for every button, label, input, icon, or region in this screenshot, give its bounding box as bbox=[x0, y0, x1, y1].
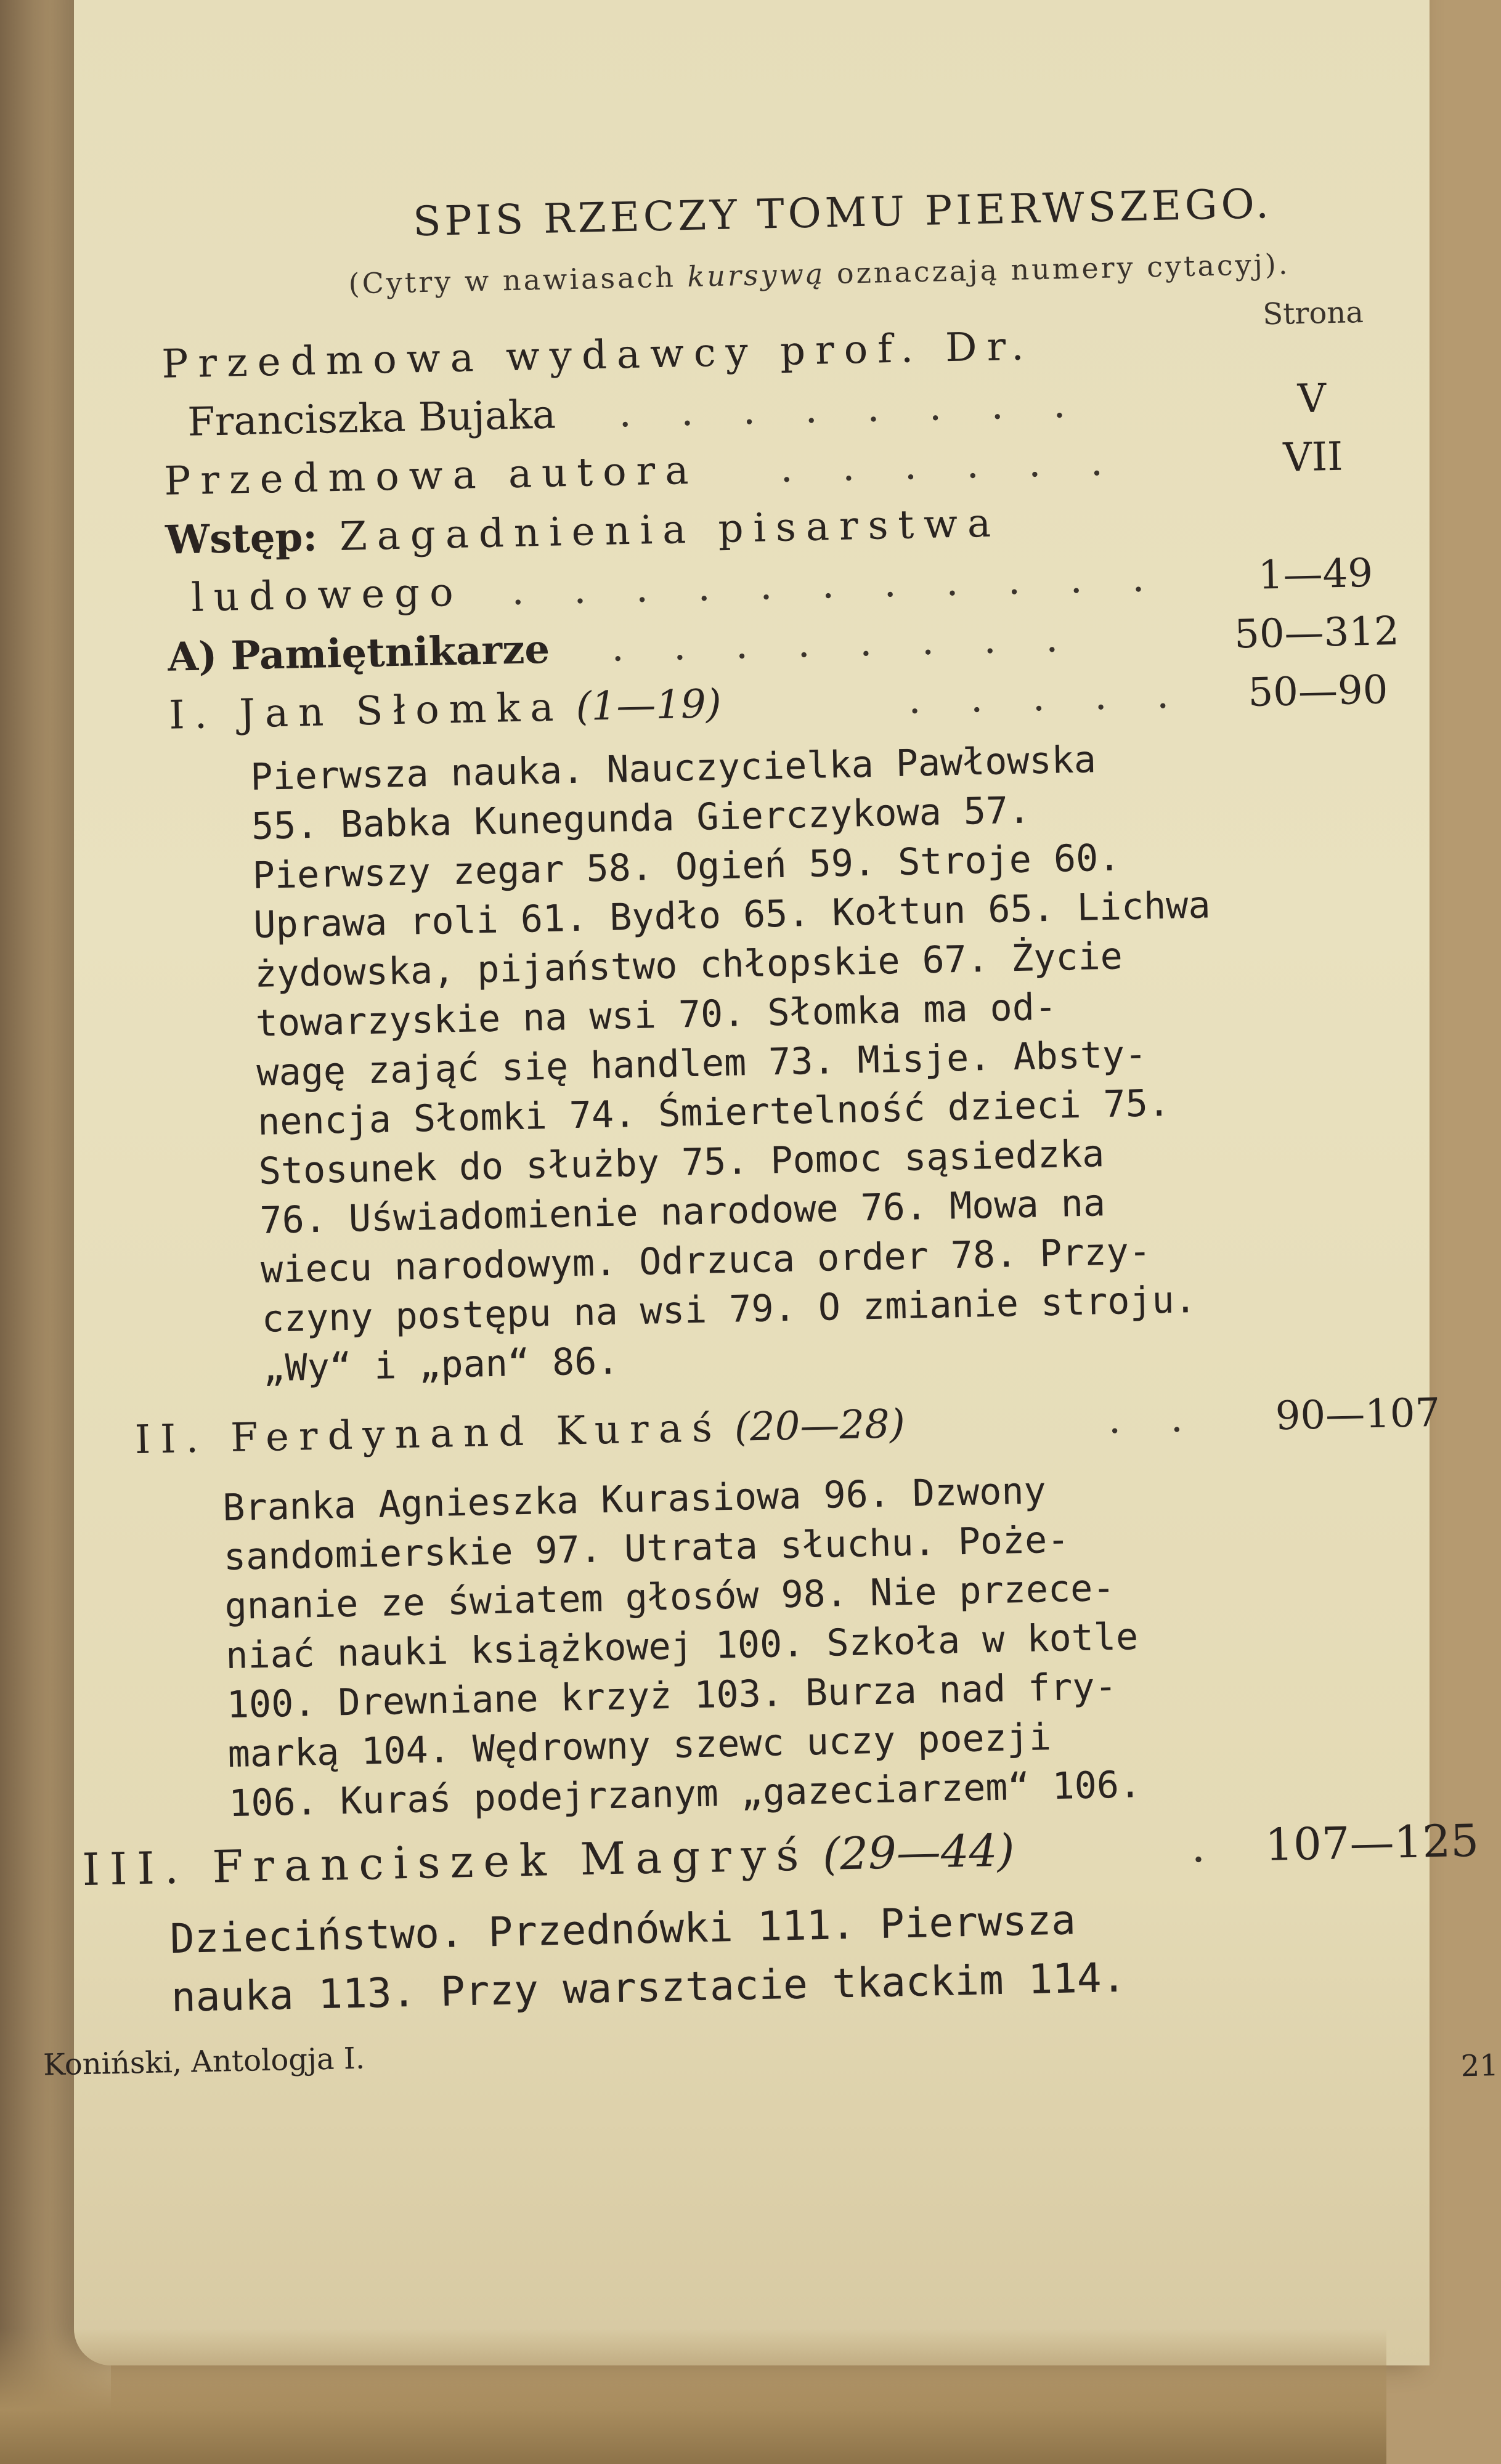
toc-entry-citation-range: (20—28) bbox=[734, 1401, 906, 1451]
toc-entry-page: V bbox=[1297, 376, 1327, 423]
description-line: 106. Kuraś podejrzanym „gazeciarzem“ 106. bbox=[228, 1763, 1142, 1826]
description-line: niać nauki książkowej 100. Szkoła w kotle bbox=[225, 1615, 1139, 1678]
description-line: „Wy“ i „pan“ 86. bbox=[262, 1339, 620, 1390]
description-line: żydowska, pijaństwo chłopskie 67. Życie bbox=[254, 934, 1123, 996]
toc-entry-label: Przedmowa wydawcy prof. Dr. bbox=[161, 323, 1035, 387]
subtitle-end: oznaczają numery cytacyj). bbox=[824, 247, 1290, 291]
toc-entry-name: II. Ferdynand Kuraś bbox=[134, 1405, 723, 1464]
description-line: nauka 113. Przy warsztacie tkackim 114. bbox=[171, 1953, 1127, 2022]
toc-leader-dots: . . . . . . . . bbox=[611, 615, 1077, 671]
toc-leader-dots: . . . . . . bbox=[779, 439, 1122, 492]
subtitle-italic: kursywą bbox=[686, 257, 826, 293]
toc-entry-page: 90—107 bbox=[1274, 1390, 1441, 1440]
toc-leader-dots: . . . . . bbox=[908, 671, 1188, 723]
toc-leader-dots: . bbox=[1190, 1820, 1224, 1873]
toc-entry-label bbox=[82, 1824, 1015, 1895]
description-line: gnanie ze światem głosów 98. Nie przece- bbox=[224, 1566, 1115, 1629]
toc-entry-bold-label: Wstęp: bbox=[165, 514, 318, 564]
toc-entry-label bbox=[134, 1401, 905, 1463]
page-bottom-shadow bbox=[0, 2328, 1386, 2464]
subtitle bbox=[295, 246, 1343, 302]
toc-entry-label: A) Pamiętnikarze bbox=[167, 626, 550, 681]
toc-entry-page: 1—49 bbox=[1258, 550, 1373, 599]
toc-entry-label-text: Zagadnienia pisarstwa bbox=[317, 500, 1001, 561]
description-line: Branka Agnieszka Kurasiowa 96. Dzwony bbox=[222, 1469, 1047, 1530]
toc-entry-citation-range: (1—19) bbox=[575, 681, 722, 730]
toc-entry-magrys bbox=[81, 1814, 1479, 1897]
toc-entry-page: 107—125 bbox=[1264, 1814, 1479, 1871]
description-line: marką 104. Wędrowny szewc uczy poezji bbox=[227, 1716, 1052, 1777]
toc-entry-page: 50—90 bbox=[1247, 667, 1389, 716]
toc-leader-dots: . . . . . . . . . . . bbox=[511, 554, 1163, 615]
description-line: Dzieciństwo. Przednówki 111. Pierwsza bbox=[169, 1896, 1076, 1963]
description-line: wiecu narodowym. Odrzuca order 78. Przy- bbox=[260, 1230, 1152, 1292]
toc-entry-page bbox=[1212, 491, 1415, 495]
page-column-header: Strona bbox=[1262, 295, 1364, 332]
toc-entry-name: I. Jan Słomka bbox=[168, 684, 564, 739]
description-line: wagę zająć się handlem 73. Misje. Absty- bbox=[256, 1032, 1147, 1095]
toc-entry-citation-range: (29—44) bbox=[822, 1824, 1015, 1880]
description-line: 55. Babka Kunegunda Gierczykowa 57. bbox=[251, 788, 1031, 848]
toc-entry-label: Przedmowa autora bbox=[163, 447, 699, 505]
toc-description-kuras bbox=[222, 1464, 1141, 1828]
description-line: nencja Słomki 74. Śmiertelność dzieci 75. bbox=[257, 1081, 1171, 1144]
toc-entry-page: 50—312 bbox=[1234, 608, 1400, 658]
toc-entry-kuras bbox=[134, 1390, 1441, 1472]
page-title: SPIS RZECZY TOMU PIERWSZEGO. bbox=[412, 180, 1273, 246]
description-line: Uprawa roli 61. Bydło 65. Kołtun 65. Lichwa bbox=[253, 883, 1211, 947]
toc-entry-name: III. Franciszek Magryś bbox=[81, 1828, 810, 1896]
footer-sheet-number: 21 bbox=[1460, 2048, 1499, 2084]
subtitle-start: (Cytry w nawiasach bbox=[348, 259, 688, 301]
description-line: Stosunek do służby 75. Pomoc sąsiedzka bbox=[258, 1132, 1105, 1193]
toc-entry-label bbox=[169, 681, 722, 739]
description-line: czyny postępu na wsi 79. O zmianie stroju. bbox=[261, 1278, 1197, 1341]
description-line: Pierwsza nauka. Nauczycielka Pawłowska bbox=[250, 738, 1097, 799]
toc-entry-page: VII bbox=[1282, 434, 1344, 481]
table-of-contents bbox=[43, 0, 1499, 2217]
toc-leader-dots: . . . . . . . . bbox=[618, 381, 1084, 437]
toc-leader-dots: . . bbox=[1107, 1395, 1202, 1443]
footer-signature: Koniński, Antologja I. bbox=[43, 2041, 365, 2083]
toc-entry-label: ludowego bbox=[190, 569, 464, 621]
toc-description-slomka bbox=[250, 732, 1221, 1393]
toc-entry-label: Franciszka Bujaka bbox=[187, 392, 556, 446]
description-line: sandomierskie 97. Utrata słuchu. Poże- bbox=[223, 1518, 1070, 1579]
description-line: towarzyskie na wsi 70. Słomka ma od- bbox=[255, 985, 1057, 1045]
toc-description-magrys bbox=[169, 1890, 1126, 2027]
description-line: 76. Uświadomienie narodowe 76. Mowa na bbox=[259, 1181, 1106, 1242]
description-line: 100. Drewniane krzyż 103. Burza nad fry- bbox=[226, 1664, 1118, 1727]
description-line: Pierwszy zegar 58. Ogień 59. Stroje 60. bbox=[252, 836, 1121, 898]
